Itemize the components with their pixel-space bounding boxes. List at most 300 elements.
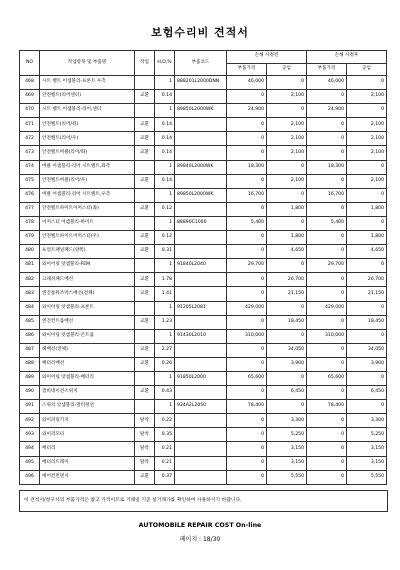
cell-parts-before: 0 (227, 470, 267, 484)
cell-labor-after: 0 (347, 259, 387, 273)
cell-code (175, 456, 227, 470)
cell-labor-after: 4,650 (347, 245, 387, 259)
cell-parts-after: 0 (307, 456, 347, 470)
cell-no: 495 (20, 456, 40, 470)
cell-labor-before: 2,100 (267, 146, 307, 160)
cell-hours: 1 (155, 104, 175, 118)
cell-parts-after: 0 (307, 357, 347, 371)
cell-hours: 1 (155, 76, 175, 90)
cell-item: 와이퍼모터 (40, 428, 135, 442)
cell-code (175, 386, 227, 400)
cell-no: 469 (20, 90, 40, 104)
cell-code (175, 343, 227, 357)
cell-work (135, 160, 155, 174)
cell-no: 482 (20, 273, 40, 287)
cell-item: 버클 어셈블리-리어 시트벨트,우측 (40, 188, 135, 202)
cell-work: 교환 (135, 90, 155, 104)
cell-code: 89850L2000WK (175, 104, 227, 118)
cell-hours: 0.31 (155, 245, 175, 259)
cell-no: 478 (20, 216, 40, 230)
cell-code (175, 132, 227, 146)
cell-parts-after: 0 (307, 90, 347, 104)
cell-code: 91850L2000 (175, 371, 227, 385)
table-row (20, 287, 387, 301)
cell-no: 480 (20, 245, 40, 259)
cell-no: 493 (20, 428, 40, 442)
cell-labor-after: 0 (347, 301, 387, 315)
cell-item: 에어컨컨덴서 (40, 470, 135, 484)
cell-parts-after: 16,700 (307, 188, 347, 202)
cell-labor-before: 3,900 (267, 357, 307, 371)
cell-parts-after: 429,000 (307, 301, 347, 315)
cell-hours: 0.37 (155, 470, 175, 484)
table-row (20, 202, 387, 216)
cell-work: 교환 (135, 202, 155, 216)
table-row (20, 371, 387, 385)
col-parts-before: 부품가격 (227, 63, 267, 76)
cell-parts-after: 0 (307, 132, 347, 146)
cell-hours: 0.14 (155, 146, 175, 160)
cell-hours: 1 (155, 400, 175, 414)
cell-parts-before: 0 (227, 456, 267, 470)
table-row (20, 231, 387, 245)
cell-work: 탈착 (135, 414, 155, 428)
cell-item: 크래쉬패드배선 (40, 273, 135, 287)
cell-work: 교환 (135, 287, 155, 301)
cell-labor-before: 0 (267, 301, 307, 315)
cell-labor-after: 2,100 (347, 90, 387, 104)
cell-no: 491 (20, 400, 40, 414)
cell-parts-after: 5,400 (307, 216, 347, 230)
cell-work (135, 104, 155, 118)
cell-labor-after: 0 (347, 104, 387, 118)
table-body (20, 76, 387, 485)
cell-parts-before: 0 (227, 202, 267, 216)
cell-code (175, 231, 227, 245)
cell-item: 엔진컨트롤배선 (40, 315, 135, 329)
table-row (20, 470, 387, 484)
cell-code (175, 414, 227, 428)
col-hours: H,O,% (155, 51, 175, 76)
cell-labor-before: 0 (267, 371, 307, 385)
cell-parts-before: 0 (227, 386, 267, 400)
cell-item: 안전벨트(리어센터) (40, 90, 135, 104)
cell-labor-before: 3,150 (267, 456, 307, 470)
cell-item: 안전벨트(리어/우) (40, 132, 135, 146)
table-row (20, 160, 387, 174)
cell-work: 교환 (135, 273, 155, 287)
cell-parts-before: 0 (227, 357, 267, 371)
cell-item: 와이어링 앗셈블리-FEM (40, 259, 135, 273)
cell-parts-after: 0 (307, 442, 347, 456)
cell-parts-after: 46,000 (307, 76, 347, 90)
cell-parts-after: 78,400 (307, 400, 347, 414)
cell-hours: 1 (155, 259, 175, 273)
cell-parts-before: 16,700 (227, 188, 267, 202)
cell-labor-after: 26,700 (347, 273, 387, 287)
cell-labor-after: 2,100 (347, 146, 387, 160)
cell-hours: 1.78 (155, 273, 175, 287)
cell-item: 배터리배선 (40, 357, 135, 371)
cell-code (175, 470, 227, 484)
table-row (20, 104, 387, 118)
cell-no: 475 (20, 174, 40, 188)
cell-labor-after: 5,550 (347, 470, 387, 484)
page-number: 페이지 : 18/30 (179, 536, 221, 543)
col-parts-after: 부품가격 (307, 63, 347, 76)
cell-parts-before: 65,600 (227, 371, 267, 385)
cell-parts-before: 0 (227, 118, 267, 132)
cell-labor-before: 18,450 (267, 315, 307, 329)
table-row (20, 357, 387, 371)
table-row (20, 400, 387, 414)
cell-no: 486 (20, 329, 40, 343)
cell-labor-after: 1,800 (347, 202, 387, 216)
table-row (20, 273, 387, 287)
cell-parts-after: 0 (307, 470, 347, 484)
table-row (20, 132, 387, 146)
cell-hours: 0.12 (155, 231, 175, 245)
cell-item: 엔진룸퓨즈박스배선(전체) (40, 287, 135, 301)
cell-work: 교환 (135, 132, 155, 146)
cell-no: 477 (20, 202, 40, 216)
cell-labor-before: 1,800 (267, 202, 307, 216)
cell-labor-before: 0 (267, 259, 307, 273)
cell-item: 버클 어셈블리-리어 시트벨트,좌측 (40, 160, 135, 174)
cell-hours: 0.22 (155, 414, 175, 428)
cell-labor-before: 2,100 (267, 118, 307, 132)
cell-no: 481 (20, 259, 40, 273)
cell-no: 473 (20, 146, 40, 160)
cell-no: 468 (20, 76, 40, 90)
table-row (20, 343, 387, 357)
cell-labor-before: 0 (267, 76, 307, 90)
col-no: NO (20, 51, 40, 76)
footer-brand: AUTOMOBILE REPAIR COST On-line (138, 522, 262, 529)
cell-item: 헤배선(전체) (40, 343, 135, 357)
cell-hours: 0.26 (155, 357, 175, 371)
cell-code: 91840L2040 (175, 259, 227, 273)
cell-code (175, 118, 227, 132)
table-row (20, 90, 387, 104)
header-row-top (20, 51, 387, 64)
cell-work (135, 371, 155, 385)
page-title: 보험수리비 견적서 (151, 26, 249, 39)
cell-no: 472 (20, 132, 40, 146)
col-labor-before: 공임 (267, 63, 307, 76)
table-row (20, 428, 387, 442)
cell-code (175, 90, 227, 104)
table-row (20, 315, 387, 329)
cell-hours: 0.14 (155, 90, 175, 104)
cell-hours: 1 (155, 188, 175, 202)
cell-hours: 1.23 (155, 315, 175, 329)
cell-parts-after: 0 (307, 245, 347, 259)
cell-parts-before: 0 (227, 287, 267, 301)
cell-parts-after: 0 (307, 273, 347, 287)
cell-parts-before: 24,900 (227, 104, 267, 118)
cell-item: 안전벨트하이트어저스터(우) (40, 231, 135, 245)
cell-labor-after: 5,250 (347, 428, 387, 442)
cell-parts-after: 0 (307, 343, 347, 357)
cell-item: 안전벨트(리어/좌) (40, 118, 135, 132)
cell-labor-after: 3,150 (347, 456, 387, 470)
cell-labor-after: 2,100 (347, 174, 387, 188)
cell-parts-after: 310,000 (307, 329, 347, 343)
cell-code (175, 287, 227, 301)
cell-parts-after: 0 (307, 174, 347, 188)
table-row (20, 76, 387, 90)
cell-parts-before: 0 (227, 174, 267, 188)
cell-parts-before: 0 (227, 132, 267, 146)
cell-code: 91430L2010 (175, 329, 227, 343)
cell-hours: 0.12 (155, 202, 175, 216)
cell-item: 어저스터 어셈블리-하이트 (40, 216, 135, 230)
cell-work: 교환 (135, 231, 155, 245)
cell-item: 컴비네이션스위치 (40, 386, 135, 400)
cell-hours: 1 (155, 160, 175, 174)
cell-code: 89840L2000WK (175, 160, 227, 174)
cell-labor-before: 3,150 (267, 442, 307, 456)
table-row (20, 216, 387, 230)
cell-labor-after: 3,300 (347, 414, 387, 428)
cell-no: 485 (20, 315, 40, 329)
cell-labor-before: 34,050 (267, 343, 307, 357)
col-labor-after: 공임 (347, 63, 387, 76)
cell-labor-after: 21,150 (347, 287, 387, 301)
cell-labor-after: 0 (347, 329, 387, 343)
cell-item: 배터리트레이 (40, 456, 135, 470)
cell-no: 483 (20, 287, 40, 301)
cell-labor-before: 0 (267, 104, 307, 118)
cell-no: 494 (20, 442, 40, 456)
cell-code: 89850L2000WK (175, 188, 227, 202)
cell-parts-before: 0 (227, 245, 267, 259)
table-row (20, 301, 387, 315)
cell-labor-after: 0 (347, 371, 387, 385)
cell-no: 487 (20, 343, 40, 357)
cell-labor-before: 5,250 (267, 428, 307, 442)
cell-parts-after: 29,700 (307, 259, 347, 273)
cell-code (175, 273, 227, 287)
cell-work (135, 188, 155, 202)
cell-hours: 0.43 (155, 386, 175, 400)
cell-parts-before: 0 (227, 231, 267, 245)
cell-parts-after: 0 (307, 315, 347, 329)
cell-no: 488 (20, 357, 40, 371)
cell-labor-after: 0 (347, 400, 387, 414)
table-row (20, 188, 387, 202)
cell-parts-after: 0 (307, 386, 347, 400)
cell-labor-after: 3,150 (347, 442, 387, 456)
cell-work (135, 329, 155, 343)
cell-labor-after: 0 (347, 188, 387, 202)
cell-labor-after: 0 (347, 160, 387, 174)
cell-parts-before: 0 (227, 343, 267, 357)
cell-code: 88890C1000 (175, 216, 227, 230)
cell-parts-before: 310,000 (227, 329, 267, 343)
cell-parts-before: 0 (227, 414, 267, 428)
cell-labor-after: 18,450 (347, 315, 387, 329)
cell-item: 와이어링 앗셈블리-프론트 (40, 301, 135, 315)
cell-parts-before: 0 (227, 273, 267, 287)
cell-labor-before: 1,800 (267, 231, 307, 245)
cell-work: 탈착 (135, 442, 155, 456)
cell-parts-after: 0 (307, 231, 347, 245)
cell-parts-before: 0 (227, 146, 267, 160)
cell-parts-after: 0 (307, 146, 347, 160)
cell-labor-before: 4,650 (267, 245, 307, 259)
cell-work (135, 216, 155, 230)
cell-hours: 1 (155, 216, 175, 230)
col-work: 작업 (135, 51, 155, 76)
cell-labor-before: 5,550 (267, 470, 307, 484)
cell-code (175, 174, 227, 188)
cell-hours: 1.41 (155, 287, 175, 301)
cell-parts-after: 0 (307, 118, 347, 132)
cell-no: 490 (20, 386, 40, 400)
cell-item: 안전벨트하이트어저스터(좌) (40, 202, 135, 216)
cell-parts-before: 0 (227, 315, 267, 329)
cell-code (175, 315, 227, 329)
table-row (20, 174, 387, 188)
cell-labor-before: 0 (267, 400, 307, 414)
table-row (20, 386, 387, 400)
cell-work (135, 400, 155, 414)
cell-no: 471 (20, 118, 40, 132)
cell-item: 스위치 앗셈블리-멀티펑션 (40, 400, 135, 414)
cell-work: 교환 (135, 146, 155, 160)
cell-labor-after: 0 (347, 216, 387, 230)
cell-labor-before: 2,100 (267, 174, 307, 188)
table-row (20, 442, 387, 456)
cell-item: 시트 벨트 어셈블리-프론트 우측 (40, 76, 135, 90)
cell-code: 91205L2081 (175, 301, 227, 315)
cell-hours: 0.14 (155, 118, 175, 132)
cell-parts-after: 24,900 (307, 104, 347, 118)
cell-no: 492 (20, 414, 40, 428)
cell-work: 교환 (135, 343, 155, 357)
cell-parts-before: 46,000 (227, 76, 267, 90)
cell-labor-after: 34,050 (347, 343, 387, 357)
cell-work (135, 76, 155, 90)
cell-code (175, 146, 227, 160)
cell-work: 교환 (135, 315, 155, 329)
cell-work: 탈착 (135, 456, 155, 470)
cell-no: 474 (20, 160, 40, 174)
cell-item: 와이퍼링키지 (40, 414, 135, 428)
cell-labor-before: 0 (267, 188, 307, 202)
table-row (20, 414, 387, 428)
cell-labor-before: 21,150 (267, 287, 307, 301)
cell-labor-after: 6,450 (347, 386, 387, 400)
cell-parts-before: 0 (227, 428, 267, 442)
price-disclaimer: 이 견적서/청구서의 부품가격은 참고 가격이므로 거래일 기준 실거래가를 확인하여 사용하시기 바랍니다. (19, 490, 388, 512)
cell-parts-before: 5,400 (227, 216, 267, 230)
cell-hours: 0.21 (155, 456, 175, 470)
cell-parts-after: 0 (307, 428, 347, 442)
cell-code (175, 202, 227, 216)
cell-parts-before: 0 (227, 90, 267, 104)
cell-work: 교환 (135, 470, 155, 484)
table-row (20, 456, 387, 470)
cell-item: 안전벨트버클(리어/좌) (40, 146, 135, 160)
cell-work (135, 301, 155, 315)
cell-work: 교환 (135, 357, 155, 371)
cell-labor-before: 3,300 (267, 414, 307, 428)
cell-labor-after: 0 (347, 76, 387, 90)
cell-parts-after: 0 (307, 202, 347, 216)
cell-labor-before: 0 (267, 216, 307, 230)
col-group-before: 손해 사정전 (227, 51, 307, 64)
cell-hours: 2.27 (155, 343, 175, 357)
cell-item: 와이어링 앗셈블리-콘트롤 (40, 329, 135, 343)
cell-labor-after: 3,900 (347, 357, 387, 371)
cell-item: 시트 벨트 어셈블리-리어,센터 (40, 104, 135, 118)
cell-hours: 0.14 (155, 174, 175, 188)
cell-work: 교환 (135, 174, 155, 188)
col-code: 부품코드 (175, 51, 227, 76)
cell-code: 888201L2000DNN (175, 76, 227, 90)
cell-item: 와이어링 앗셈블리-배터리 (40, 371, 135, 385)
cell-hours: 0.21 (155, 442, 175, 456)
cell-labor-before: 6,450 (267, 386, 307, 400)
cell-no: 476 (20, 188, 40, 202)
cell-parts-after: 65,600 (307, 371, 347, 385)
cell-parts-after: 0 (307, 287, 347, 301)
cell-work: 탈착 (135, 428, 155, 442)
cell-no: 489 (20, 371, 40, 385)
cell-labor-after: 1,800 (347, 231, 387, 245)
cell-labor-before: 0 (267, 329, 307, 343)
table-row (20, 118, 387, 132)
cell-labor-before: 2,100 (267, 90, 307, 104)
cell-code: 934A2L2050 (175, 400, 227, 414)
cell-parts-before: 0 (227, 442, 267, 456)
cell-hours: 0.14 (155, 132, 175, 146)
cell-parts-before: 78,400 (227, 400, 267, 414)
cell-hours: 1 (155, 329, 175, 343)
table-row (20, 146, 387, 160)
col-item: 작업항목 및 부품명 (40, 51, 135, 76)
cell-hours: 1 (155, 301, 175, 315)
cell-labor-before: 0 (267, 160, 307, 174)
cell-item: 안전벨트버클(리어/우) (40, 174, 135, 188)
cell-parts-after: 0 (307, 414, 347, 428)
cell-parts-before: 29,700 (227, 259, 267, 273)
cell-code (175, 357, 227, 371)
cell-item: 배터리 (40, 442, 135, 456)
cell-hours: 0.35 (155, 428, 175, 442)
cell-code (175, 245, 227, 259)
estimate-table (19, 50, 387, 485)
cell-labor-after: 2,100 (347, 132, 387, 146)
cell-item: 프런트패널패드(양쪽) (40, 245, 135, 259)
table-row (20, 259, 387, 273)
cell-no: 479 (20, 231, 40, 245)
cell-parts-before: 18,300 (227, 160, 267, 174)
table-row (20, 329, 387, 343)
cell-parts-before: 429,000 (227, 301, 267, 315)
cell-labor-before: 2,100 (267, 132, 307, 146)
cell-no: 496 (20, 470, 40, 484)
cell-parts-after: 18,300 (307, 160, 347, 174)
cell-no: 484 (20, 301, 40, 315)
cell-no: 470 (20, 104, 40, 118)
cell-work: 교환 (135, 386, 155, 400)
col-group-after: 손해 사정후 (307, 51, 387, 64)
cell-work: 교환 (135, 118, 155, 132)
